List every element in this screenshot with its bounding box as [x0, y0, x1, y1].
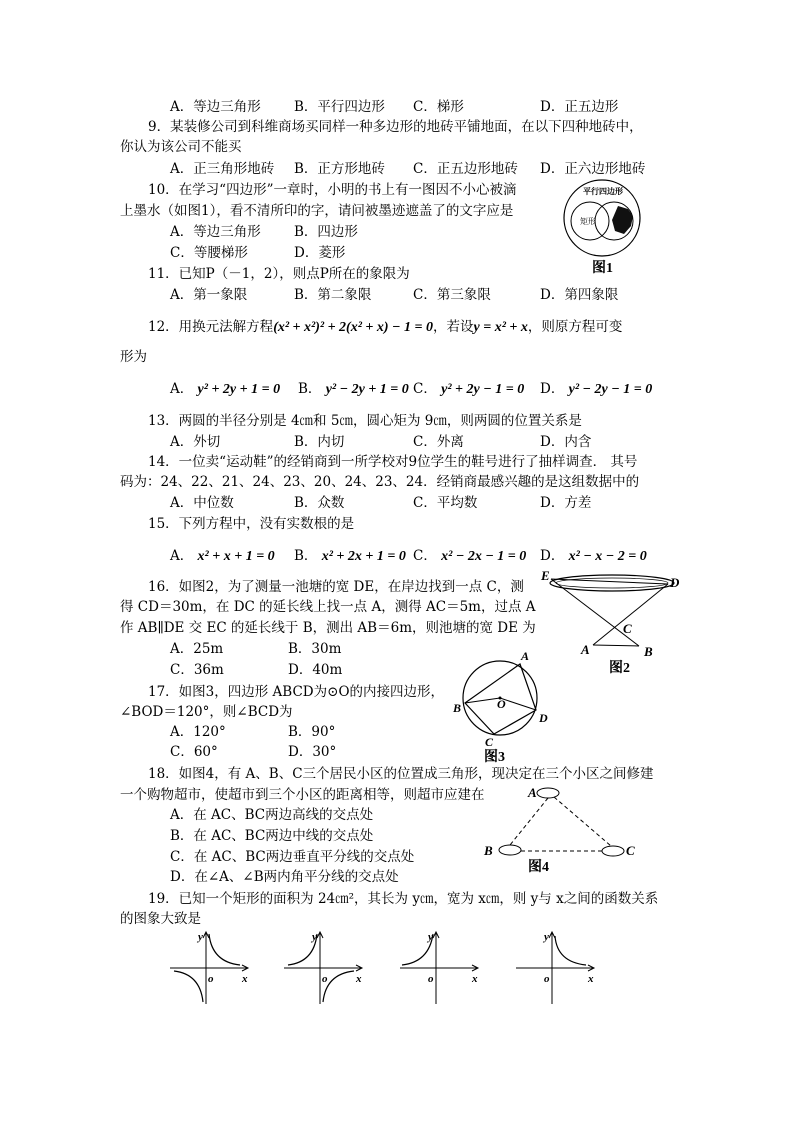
q10-option-c: C．等腰梯形 [170, 245, 248, 261]
graph-a-y-label: y [198, 931, 203, 943]
fig2-label-d: D [670, 575, 680, 590]
graph-c-origin: o [428, 973, 434, 985]
q11-option-c: C．第三象限 [413, 287, 491, 303]
fig3-label-a: A [521, 649, 530, 663]
graph-d-origin: o [544, 973, 550, 985]
fig1-outer-label: 平行四边形 [583, 187, 623, 196]
fig4-label-a: A [528, 785, 537, 800]
q12-substitution: y = x² + x [473, 320, 528, 335]
q9-stem-line2: 你认为该公司不能买 [120, 139, 242, 155]
q17-option-a: A．120° [170, 724, 226, 740]
q10-option-a: A．等边三角形 [170, 224, 261, 240]
graph-b-curve-2 [323, 971, 354, 1002]
graph-a-curve-1 [209, 934, 240, 965]
q18-option-c: C．在 AC、BC两边垂直平分线的交点处 [170, 849, 415, 865]
q15-option-c: C． x² − 2x − 1 = 0 [413, 548, 527, 564]
q14-option-a: A．中位数 [170, 495, 234, 511]
q13-stem: 13．两圆的半径分别是 4㎝和 5㎝，圆心矩为 9㎝，则两圆的位置关系是 [148, 413, 582, 429]
fig4-caption: 图4 [528, 860, 549, 875]
fig2-label-e: E [541, 568, 550, 583]
graph-b-x-label: x [356, 973, 362, 985]
q11-option-a: A．第一象限 [170, 287, 248, 303]
figure-1 [560, 176, 660, 281]
q12-stem-line1 [148, 318, 622, 337]
q12-stem-line2: 形为 [120, 349, 147, 365]
fig2-caption: 图2 [609, 661, 630, 676]
q9-stem-line1: 9．某装修公司到科维商场买同样一种多边形的地砖平铺地面，在以下四种地砖中， [148, 119, 643, 135]
q17-option-b: B．90° [288, 724, 336, 740]
fig3-label-b: B [453, 701, 462, 715]
figure-4 [480, 784, 640, 874]
graph-option-d [514, 928, 604, 1006]
graph-b-y-label: y [312, 931, 317, 943]
q16-option-c: C．36m [170, 662, 224, 678]
fig1-left-label: 矩形 [580, 217, 596, 226]
q15-stem: 15．下列方程中，没有实数根的是 [148, 516, 355, 532]
graph-d-x-label: x [588, 973, 594, 985]
q17-stem-line2: ∠BOD＝120°，则∠BCD为 [120, 704, 293, 720]
q13-option-d: D．内含 [540, 434, 592, 450]
graph-a-x-label: x [242, 973, 248, 985]
q17-option-c: C．60° [170, 744, 218, 760]
q8-option-b: B．平行四边形 [294, 99, 385, 115]
fig4-site-b [499, 845, 521, 855]
figure-3 [450, 646, 560, 764]
graph-c-y-label: y [428, 931, 433, 943]
q13-option-c: C．外离 [413, 434, 464, 450]
q15-option-d: D． x² − x − 2 = 0 [540, 548, 647, 564]
q16-option-a: A．25m [170, 641, 224, 657]
q11-option-d: D．第四象限 [540, 287, 619, 303]
q12-equation: (x² + x²)² + 2(x² + x) − 1 = 0 [273, 320, 434, 335]
graph-a-origin: o [208, 973, 214, 985]
q13-option-b: B．内切 [294, 434, 345, 450]
fig4-label-b: B [484, 843, 493, 858]
q12-option-b: B． y² − 2y + 1 = 0 [298, 381, 409, 397]
q18-stem-line1: 18．如图4，有 A、B、C三个居民小区的位置成三角形，现决定在三个小区之间修建 [148, 766, 654, 782]
fig4-site-c [602, 846, 624, 856]
q8-option-a: A．等边三角形 [170, 99, 261, 115]
fig1-caption: 图1 [592, 261, 613, 276]
q16-option-b: B．30m [288, 641, 342, 657]
q18-option-b: B．在 AC、BC两边中线的交点处 [170, 828, 374, 844]
fig3-caption: 图3 [484, 750, 505, 765]
q10-option-b: B．四边形 [294, 224, 358, 240]
q14-option-c: C．平均数 [413, 495, 478, 511]
fig3-label-c: C [485, 735, 494, 749]
graph-b-origin: o [322, 973, 328, 985]
q14-option-b: B．众数 [294, 495, 345, 511]
graph-option-c [398, 928, 488, 1006]
q9-option-c: C．正五边形地砖 [413, 161, 518, 177]
graph-d-curve [555, 936, 586, 965]
q12-option-d: D． y² − 2y − 1 = 0 [540, 381, 653, 397]
graph-d-y-label: y [544, 931, 549, 943]
q18-option-d: D．在∠A、∠B两内角平分线的交点处 [170, 869, 399, 885]
q12-option-c: C． y² + 2y − 1 = 0 [413, 381, 525, 397]
q13-option-a: A．外切 [170, 434, 221, 450]
q19-stem-line1: 19．已知一个矩形的面积为 24㎝²，其长为 y㎝，宽为 x㎝，则 y与 x之间的函数关系 [148, 891, 659, 907]
graph-option-a [168, 928, 258, 1006]
fig3-label-o: O [497, 697, 506, 711]
q16-stem-line3: 作 AB∥DE 交 EC 的延长线于 B，测出 AB＝6m，则池塘的宽 DE 为 [120, 620, 536, 636]
graph-option-b [282, 928, 372, 1006]
graph-a-curve-2 [174, 971, 203, 1002]
q12-post: ，则原方程可变 [527, 319, 623, 335]
q16-option-d: D．40m [288, 662, 343, 678]
q17-option-d: D．30° [288, 744, 337, 760]
fig3-label-d: D [539, 711, 548, 725]
graph-c-x-label: x [472, 973, 478, 985]
q10-stem-line2: 上墨水（如图1），看不清所印的字，请问被墨迹遮盖了的文字应是 [120, 203, 514, 219]
q10-stem-line1: 10．在学习“四边形”一章时，小明的书上有一图因不小心被滴 [148, 182, 517, 198]
q15-option-b: B． x² + 2x + 1 = 0 [294, 548, 406, 564]
q12-pre: 12．用换元法解方程 [148, 319, 274, 335]
q19-stem-line2: 的图象大致是 [120, 911, 201, 927]
q8-option-c: C．梯形 [413, 99, 464, 115]
q11-option-b: B．第二象限 [294, 287, 372, 303]
q10-option-d: D．菱形 [294, 245, 346, 261]
fig2-label-a: A [581, 642, 590, 657]
q18-option-a: A．在 AC、BC两边高线的交点处 [170, 807, 374, 823]
q9-option-a: A．正三角形地砖 [170, 161, 275, 177]
q17-stem-line1: 17．如图3，四边形 ABCD为⊙O的内接四边形， [148, 684, 445, 700]
q12-mid: ，若设 [433, 319, 474, 335]
fig4-label-c: C [626, 843, 635, 858]
q9-option-d: D．正六边形地砖 [540, 161, 646, 177]
fig4-site-a [537, 788, 559, 798]
q11-stem: 11．已知P（－1，2），则点P所在的象限为 [148, 266, 410, 282]
q14-option-d: D．方差 [540, 495, 592, 511]
q15-option-a: A． x² + x + 1 = 0 [170, 548, 275, 564]
fig2-line-ab [593, 645, 639, 646]
q14-stem-line1: 14．一位卖“运动鞋”的经销商到一所学校对9位学生的鞋号进行了抽样调查． 其号 [148, 454, 638, 470]
q18-stem-line2: 一个购物超市，使超市到三个小区的距离相等，则超市应建在 [120, 787, 485, 803]
fig2-label-b: B [644, 644, 653, 659]
q16-stem-line2: 得 CD＝30m，在 DC 的延长线上找一点 A，测得 AC＝5m，过点 A [120, 599, 536, 615]
q8-option-d: D．正五边形 [540, 99, 619, 115]
fig4-path-ab [510, 798, 548, 845]
q16-stem-line1: 16．如图2，为了测量一池塘的宽 DE，在岸边找到一点 C，测 [148, 579, 524, 595]
fig2-line-ed [551, 579, 668, 584]
fig2-label-c: C [623, 621, 632, 636]
q14-stem-line2: 码为：24、22、21、24、23、20、24、23、24．经销商最感兴趣的是这组数据中的 [120, 474, 640, 490]
fig4-path-ac [554, 797, 611, 846]
q12-option-a: A． y² + 2y + 1 = 0 [170, 381, 281, 397]
q9-option-b: B．正方形地砖 [294, 161, 385, 177]
